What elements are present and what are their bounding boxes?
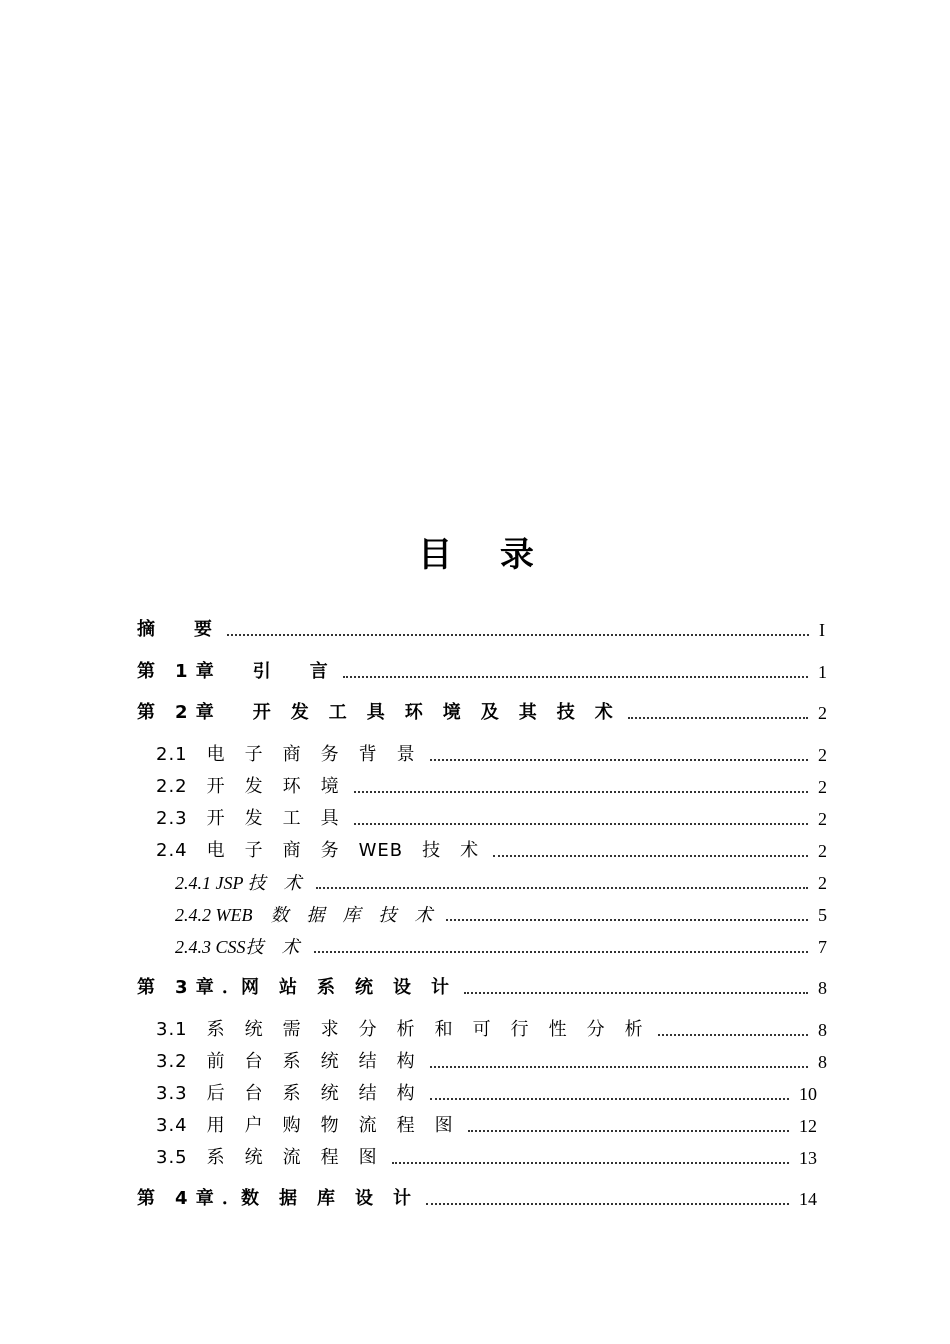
toc-title: 目 录 bbox=[418, 535, 552, 575]
toc-entry[interactable] bbox=[156, 1017, 827, 1041]
dot-leader bbox=[430, 759, 808, 761]
dot-leader bbox=[493, 855, 808, 857]
toc-page-number: 2 bbox=[818, 809, 827, 829]
toc-entry[interactable] bbox=[156, 1113, 817, 1137]
dot-leader bbox=[316, 887, 808, 889]
toc-entry-label: 2.1 电 子 商 务 背 景 bbox=[156, 744, 416, 765]
toc-page-number: 2 bbox=[818, 745, 827, 765]
toc-entry[interactable] bbox=[137, 975, 827, 999]
toc-entry[interactable] bbox=[156, 742, 827, 766]
toc-entry-label: 2.3 开 发 工 具 bbox=[156, 808, 340, 829]
toc-entry-label: 2.4.3 CSS技 术 bbox=[175, 937, 300, 957]
toc-entry[interactable] bbox=[137, 659, 827, 683]
dot-leader bbox=[426, 1203, 789, 1205]
dot-leader bbox=[314, 951, 808, 953]
dot-leader bbox=[227, 634, 809, 636]
toc-entry[interactable] bbox=[156, 1049, 827, 1073]
toc-page-number: 8 bbox=[818, 1052, 827, 1072]
toc-entry-label: 2.4 电 子 商 务 WEB 技 术 bbox=[156, 840, 480, 861]
toc-entry-label: 3.5 系 统 流 程 图 bbox=[156, 1147, 378, 1168]
toc-entry-label: 3.4 用 户 购 物 流 程 图 bbox=[156, 1115, 454, 1136]
dot-leader bbox=[430, 1098, 789, 1100]
dot-leader bbox=[468, 1130, 789, 1132]
toc-entry-label: 第 1 章 引 言 bbox=[137, 661, 329, 682]
toc-entry[interactable] bbox=[137, 617, 825, 641]
toc-entry-label: 第 4 章 ．数 据 库 设 计 bbox=[137, 1188, 413, 1209]
dot-leader bbox=[464, 992, 808, 994]
toc-page-number: 14 bbox=[799, 1189, 817, 1209]
toc-page-number: I bbox=[819, 620, 825, 640]
dot-leader bbox=[343, 676, 808, 678]
toc-entry-label: 3.3 后 台 系 统 结 构 bbox=[156, 1083, 416, 1104]
toc-page-number: 12 bbox=[799, 1116, 817, 1136]
toc-entry[interactable] bbox=[156, 806, 827, 830]
toc-page-number: 7 bbox=[818, 937, 827, 957]
toc-entry-label: 3.2 前 台 系 统 结 构 bbox=[156, 1051, 416, 1072]
toc-page-number: 2 bbox=[818, 873, 827, 893]
dot-leader bbox=[354, 791, 808, 793]
toc-page-number: 8 bbox=[818, 978, 827, 998]
toc-page-number: 1 bbox=[818, 662, 827, 682]
toc-entry[interactable] bbox=[137, 1186, 817, 1210]
toc-entry-label: 3.1 系 统 需 求 分 析 和 可 行 性 分 析 bbox=[156, 1019, 644, 1040]
toc-page-number: 5 bbox=[818, 905, 827, 925]
toc-page-number: 2 bbox=[818, 777, 827, 797]
toc-entry[interactable] bbox=[156, 1081, 817, 1105]
dot-leader bbox=[446, 919, 808, 921]
toc-entry-label: 第 2 章 开 发 工 具 环 境 及 其 技 术 bbox=[137, 702, 614, 723]
dot-leader bbox=[392, 1162, 789, 1164]
toc-page-number: 8 bbox=[818, 1020, 827, 1040]
toc-entry-label: 2.4.2 WEB 数 据 库 技 术 bbox=[175, 905, 433, 925]
toc-page-number: 10 bbox=[799, 1084, 817, 1104]
dot-leader bbox=[354, 823, 808, 825]
toc-entry[interactable] bbox=[175, 902, 827, 926]
toc-entry[interactable] bbox=[156, 838, 827, 862]
toc-entry-label: 2.2 开 发 环 境 bbox=[156, 776, 340, 797]
dot-leader bbox=[430, 1066, 808, 1068]
toc-entry[interactable] bbox=[156, 774, 827, 798]
toc-page-number: 2 bbox=[818, 703, 827, 723]
toc-entry[interactable] bbox=[175, 934, 827, 958]
toc-page-number: 2 bbox=[818, 841, 827, 861]
dot-leader bbox=[628, 717, 808, 719]
toc-entry[interactable] bbox=[156, 1145, 817, 1169]
toc-entry-label: 2.4.1 JSP 技 术 bbox=[175, 873, 302, 893]
toc-entry-label: 摘 要 bbox=[137, 619, 213, 640]
dot-leader bbox=[658, 1034, 808, 1036]
toc-entry[interactable] bbox=[175, 870, 827, 894]
toc-entry-label: 第 3 章 ．网 站 系 统 设 计 bbox=[137, 977, 451, 998]
toc-entry[interactable] bbox=[137, 700, 827, 724]
toc-page-number: 13 bbox=[799, 1148, 817, 1168]
